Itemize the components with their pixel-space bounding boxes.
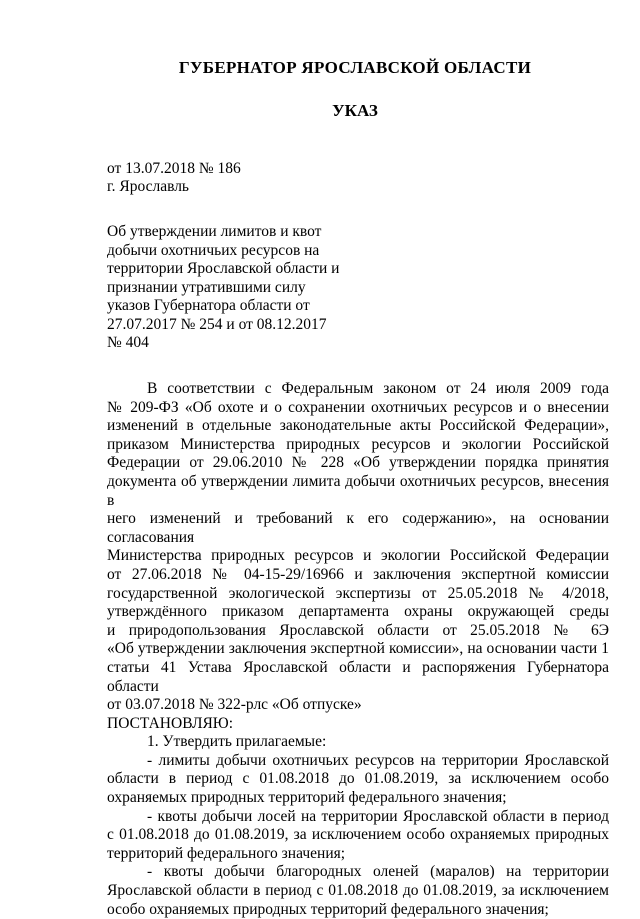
subject-line: Об утверждении лимитов и квот	[107, 223, 322, 240]
decree-body	[107, 380, 609, 919]
subject-line: территории Ярославской области и	[107, 260, 340, 277]
city: г. Ярославль	[107, 178, 189, 195]
subject-line: № 404	[107, 334, 149, 351]
preamble-line: от 03.07.2018 № 322-рлс «Об отпуске»	[107, 696, 362, 714]
bullet-line: с 01.08.2018 до 01.08.2019, за исключением особо охраняемых природных	[107, 826, 609, 844]
bullet-line: территорий федерального значения;	[107, 844, 346, 862]
subject-line: указов Губернатора области от	[107, 297, 310, 314]
preamble-line: приказом Министерства природных ресурсов и экологии Российской	[107, 435, 609, 453]
decree-word: ПОСТАНОВЛЯЮ:	[107, 714, 234, 732]
preamble-line: и природопользования Ярославской области от 25.05.2018 № 6Э	[107, 621, 609, 639]
preamble-line: изменений в отдельные законодательные акты Российской Федерации»,	[107, 417, 609, 435]
subject-line: 27.07.2017 № 254 и от 08.12.2017	[107, 315, 327, 333]
preamble-line: него изменений и требований к его содержанию», на основании согласования	[107, 510, 609, 546]
subject-line: признании утратившими силу	[107, 278, 306, 296]
bullet-line: - квоты добычи благородных оленей (маралов) на территории	[147, 863, 609, 881]
bullet-line: особо охраняемых природных территорий федерального значения;	[107, 900, 549, 918]
bullet-line: области в период с 01.08.2018 до 01.08.2019, за исключением особо	[107, 770, 609, 788]
preamble-line: от 27.06.2018 № 04-15-29/16966 и заключения экспертной комиссии	[107, 565, 609, 583]
item-1-title: 1. Утвердить прилагаемые:	[147, 733, 327, 751]
bullet-line: - квоты добычи лосей на территории Ярославской области в период	[147, 807, 609, 825]
bullet-line: - лимиты добычи охотничьих ресурсов на территории Ярославской	[147, 751, 609, 769]
preamble-line: Федерации от 29.06.2010 № 228 «Об утверждении порядка принятия	[107, 454, 609, 472]
preamble-line: утверждённого приказом департамента охраны окружающей среды	[107, 603, 609, 621]
preamble-line: Министерства природных ресурсов и экологии Российской Федерации	[107, 547, 609, 565]
preamble-line: «Об утверждении заключения экспертной комиссии», на основании части 1	[107, 640, 609, 658]
bullet-line: Ярославской области в период с 01.08.2018 до 01.08.2019, за исключением	[107, 882, 609, 900]
preamble-line: государственной экологической экспертизы от 25.05.2018 № 4/2018,	[107, 584, 609, 602]
bullet-line: охраняемых природных территорий федерального значения;	[107, 789, 507, 807]
decree-subject	[107, 223, 357, 353]
authority-heading: ГУБЕРНАТОР ЯРОСЛАВСКОЙ ОБЛАСТИ	[178, 58, 532, 77]
preamble-line: № 209-ФЗ «Об охоте и о сохранении охотничьих ресурсов и о внесении	[107, 398, 609, 416]
document-type-heading: УКАЗ	[332, 101, 378, 120]
preamble-line: документа об утверждении лимита добычи охотничьих ресурсов, внесения в	[107, 472, 609, 509]
preamble-line: статьи 41 Устава Ярославской области и распоряжения Губернатора области	[107, 658, 609, 695]
date-number: от 13.07.2018 № 186	[107, 160, 241, 177]
preamble-line: В соответствии с Федеральным законом от 24 июля 2009 года	[147, 380, 609, 397]
subject-line: добычи охотничьих ресурсов на	[107, 241, 320, 259]
